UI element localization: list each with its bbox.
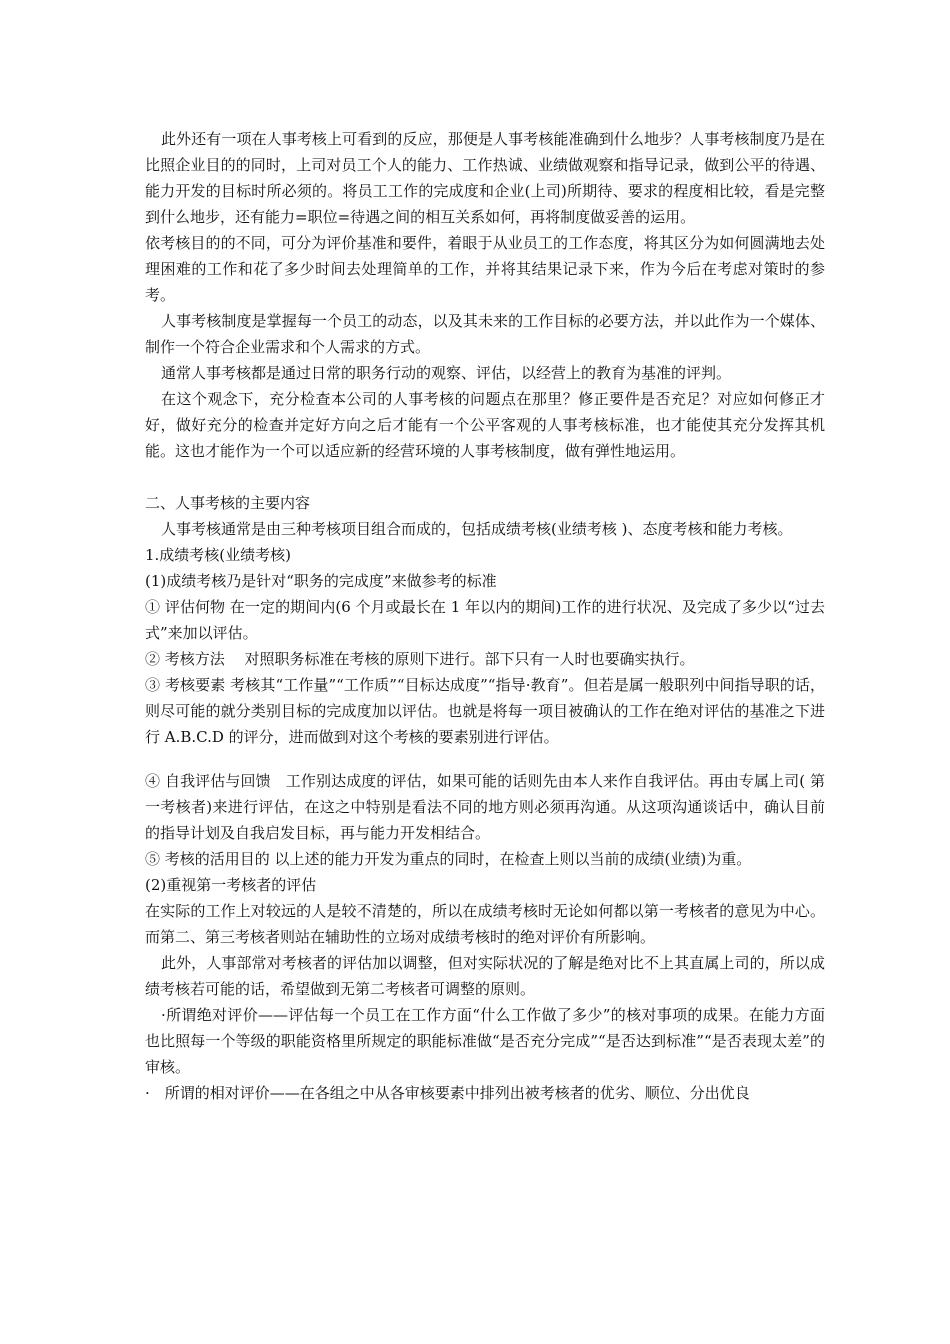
list-item-1: ① 评估何物 在一定的期间内(6 个月或最长在 1 年以内的期间)工作的进行状况、及完成了多少以“过去式”来加以评估。 bbox=[145, 598, 825, 642]
paragraph-8: 此外，人事部常对考核者的评估加以调整，但对实际状况的了解是绝对比不上其直属上司的，所以成绩考核若可能的话，希望做到无第二考核者可调整的原则。 bbox=[145, 954, 825, 998]
list-item-4: ④ 自我评估与回馈 工作别达成度的评估，如果可能的话则先由本人来作自我评估。再由专属上司( 第一考核者)来进行评估，在这之中特别是看法不同的地方则必须再沟通。从这项沟通谈话中，确认目前的指导计划及自我启发目标，再与能力开发相结合。 bbox=[145, 772, 825, 842]
subheading-1: 1.成绩考核(业绩考核) bbox=[145, 546, 292, 564]
paragraph-3: 人事考核制度是掌握每一个员工的动态，以及其未来的工作目标的必要方法，并以此作为一个媒体、制作一个符合企业需求和个人需求的方式。 bbox=[145, 312, 825, 356]
list-item-5: ⑤ 考核的活用目的 以上述的能力开发为重点的同时，在检查上则以当前的成绩(业绩)为重。 bbox=[145, 850, 752, 868]
subheading-1-1: (1)成绩考核乃是针对“职务的完成度”来做参考的标准 bbox=[145, 572, 497, 590]
paragraph-9: ·所谓绝对评价——评估每一个员工在工作方面“什么工作做了多少”的核对事项的成果。在能力方面也比照每一个等级的职能资格里所规定的职能标准做“是否充分完成”“是否达到标准”“是否表现太差”的审核。 bbox=[145, 1006, 825, 1076]
paragraph-2: 依考核目的的不同，可分为评价基准和要件，着眼于从业员工的工作态度，将其区分为如何圆满地去处理困难的工作和花了多少时间去处理简单的工作，并将其结果记录下来，作为今后在考虑对策时的参考。 bbox=[145, 234, 825, 304]
paragraph-6: 人事考核通常是由三种考核项目组合而成的，包括成绩考核(业绩考核 )、态度考核和能力考核。 bbox=[161, 520, 793, 538]
paragraph-1: 此外还有一项在人事考核上可看到的反应，那便是人事考核能准确到什么地步？人事考核制度乃是在比照企业目的的同时，上司对员工个人的能力、工作热诚、业绩做观察和指导记录，做到公平的待遇、能力开发的目标时所必须的。将员工工作的完成度和企业(上司)所期待、要求的程度相比较，看是完整到什么地步，还有能力=职位=待遇之间的相互关系如何，再将制度做妥善的运用。 bbox=[145, 130, 825, 226]
subheading-1-2: (2)重视第一考核者的评估 bbox=[145, 876, 317, 894]
document-body bbox=[145, 126, 825, 1106]
paragraph-4: 通常人事考核都是通过日常的职务行动的观察、评估，以经营上的教育为基准的评判。 bbox=[161, 364, 732, 382]
paragraph-7: 在实际的工作上对较远的人是较不清楚的，所以在成绩考核时无论如何都以第一考核者的意见为中心。而第二、第三考核者则站在辅助性的立场对成绩考核时的绝对评价有所影响。 bbox=[145, 902, 825, 946]
spacer bbox=[145, 464, 825, 490]
paragraph-10: · 所谓的相对评价——在各组之中从各审核要素中排列出被考核者的优劣、顺位、分出优良 bbox=[145, 1084, 750, 1102]
list-item-2: ② 考核方法 对照职务标准在考核的原则下进行。部下只有一人时也要确实执行。 bbox=[145, 650, 695, 668]
spacer bbox=[145, 750, 825, 768]
section-heading: 二、人事考核的主要内容 bbox=[145, 494, 311, 512]
list-item-3: ③ 考核要素 考核其“工作量”“工作质”“目标达成度”“指导·教育”。但若是属一般职列中间指导职的话，则尽可能的就分类别目标的完成度加以评估。也就是将每一项目被确认的工作在绝对评估的基准之下进行 A.B.C.D 的评分，进而做到对这个考核的要素别进行评估。 bbox=[145, 676, 825, 746]
paragraph-5: 在这个观念下，充分检查本公司的人事考核的问题点在那里？修正要件是否充足？对应如何修正才好，做好充分的检查并定好方向之后才能有一个公平客观的人事考核标准，也才能使其充分发挥其机能。这也才能作为一个可以适应新的经营环境的人事考核制度，做有弹性地运用。 bbox=[145, 390, 825, 460]
